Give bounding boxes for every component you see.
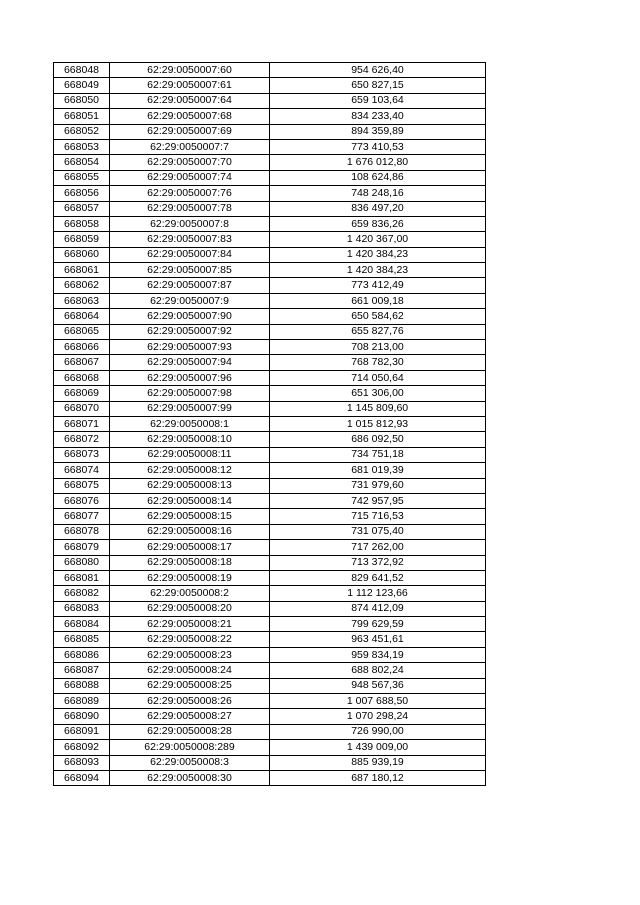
row-number-cell: 668084 (54, 617, 110, 632)
table-row (54, 186, 486, 201)
value-cell: 874 412,09 (270, 601, 486, 616)
cadastral-number-cell: 62:29:0050007:76 (110, 186, 270, 201)
value-cell: 773 412,49 (270, 278, 486, 293)
row-number-cell: 668048 (54, 63, 110, 78)
table-row (54, 232, 486, 247)
row-number-cell: 668074 (54, 463, 110, 478)
row-number-cell: 668067 (54, 355, 110, 370)
table-row (54, 540, 486, 555)
row-number-cell: 668091 (54, 724, 110, 739)
cadastral-number-cell: 62:29:0050008:289 (110, 740, 270, 755)
value-cell: 799 629,59 (270, 617, 486, 632)
table-row (54, 709, 486, 724)
cadastral-number-cell: 62:29:0050008:27 (110, 709, 270, 724)
value-cell: 748 248,16 (270, 186, 486, 201)
cadastral-number-cell: 62:29:0050007:8 (110, 216, 270, 231)
value-cell: 1 015 812,93 (270, 416, 486, 431)
row-number-cell: 668057 (54, 201, 110, 216)
table-row (54, 216, 486, 231)
table-row (54, 293, 486, 308)
cadastral-number-cell: 62:29:0050007:74 (110, 170, 270, 185)
cadastral-number-cell: 62:29:0050007:87 (110, 278, 270, 293)
row-number-cell: 668088 (54, 678, 110, 693)
value-cell: 773 410,53 (270, 139, 486, 154)
row-number-cell: 668059 (54, 232, 110, 247)
row-number-cell: 668082 (54, 586, 110, 601)
table-row (54, 509, 486, 524)
table-row (54, 370, 486, 385)
value-cell: 714 050,64 (270, 370, 486, 385)
cadastral-number-cell: 62:29:0050008:20 (110, 601, 270, 616)
table-row (54, 355, 486, 370)
table-row (54, 201, 486, 216)
row-number-cell: 668069 (54, 386, 110, 401)
cadastral-number-cell: 62:29:0050008:3 (110, 755, 270, 770)
value-cell: 836 497,20 (270, 201, 486, 216)
cadastral-number-cell: 62:29:0050008:25 (110, 678, 270, 693)
value-cell: 687 180,12 (270, 770, 486, 785)
table-row (54, 340, 486, 355)
row-number-cell: 668052 (54, 124, 110, 139)
table-row (54, 586, 486, 601)
table-row (54, 740, 486, 755)
cadastral-number-cell: 62:29:0050007:78 (110, 201, 270, 216)
value-cell: 834 233,40 (270, 109, 486, 124)
value-cell: 681 019,39 (270, 463, 486, 478)
cadastral-number-cell: 62:29:0050008:23 (110, 647, 270, 662)
row-number-cell: 668066 (54, 340, 110, 355)
row-number-cell: 668068 (54, 370, 110, 385)
cadastral-number-cell: 62:29:0050007:94 (110, 355, 270, 370)
value-cell: 686 092,50 (270, 432, 486, 447)
table-row (54, 124, 486, 139)
value-cell: 768 782,30 (270, 355, 486, 370)
row-number-cell: 668079 (54, 540, 110, 555)
table-row (54, 93, 486, 108)
row-number-cell: 668056 (54, 186, 110, 201)
value-cell: 659 836,26 (270, 216, 486, 231)
row-number-cell: 668076 (54, 493, 110, 508)
cadastral-number-cell: 62:29:0050007:96 (110, 370, 270, 385)
table-row (54, 139, 486, 154)
cadastral-number-cell: 62:29:0050007:7 (110, 139, 270, 154)
cadastral-number-cell: 62:29:0050007:93 (110, 340, 270, 355)
table-body (54, 63, 486, 786)
value-cell: 954 626,40 (270, 63, 486, 78)
table-row (54, 401, 486, 416)
row-number-cell: 668058 (54, 216, 110, 231)
table-row (54, 463, 486, 478)
table-row (54, 694, 486, 709)
value-cell: 1 145 809,60 (270, 401, 486, 416)
cadastral-number-cell: 62:29:0050007:84 (110, 247, 270, 262)
table-row (54, 678, 486, 693)
table-row (54, 309, 486, 324)
row-number-cell: 668051 (54, 109, 110, 124)
value-cell: 650 584,62 (270, 309, 486, 324)
table-row (54, 386, 486, 401)
value-cell: 726 990,00 (270, 724, 486, 739)
table-row (54, 524, 486, 539)
value-cell: 650 827,15 (270, 78, 486, 93)
row-number-cell: 668054 (54, 155, 110, 170)
row-number-cell: 668081 (54, 570, 110, 585)
cadastral-number-cell: 62:29:0050007:99 (110, 401, 270, 416)
cadastral-number-cell: 62:29:0050007:90 (110, 309, 270, 324)
cadastral-number-cell: 62:29:0050007:70 (110, 155, 270, 170)
row-number-cell: 668050 (54, 93, 110, 108)
cadastral-number-cell: 62:29:0050008:22 (110, 632, 270, 647)
table-row (54, 755, 486, 770)
value-cell: 661 009,18 (270, 293, 486, 308)
table-row (54, 263, 486, 278)
value-cell: 731 979,60 (270, 478, 486, 493)
row-number-cell: 668073 (54, 447, 110, 462)
row-number-cell: 668085 (54, 632, 110, 647)
value-cell: 1 070 298,24 (270, 709, 486, 724)
value-cell: 1 007 688,50 (270, 694, 486, 709)
row-number-cell: 668061 (54, 263, 110, 278)
row-number-cell: 668053 (54, 139, 110, 154)
value-cell: 829 641,52 (270, 570, 486, 585)
value-cell: 885 939,19 (270, 755, 486, 770)
table-row (54, 632, 486, 647)
cadastral-number-cell: 62:29:0050008:21 (110, 617, 270, 632)
row-number-cell: 668078 (54, 524, 110, 539)
table-row (54, 78, 486, 93)
value-cell: 731 075,40 (270, 524, 486, 539)
cadastral-number-cell: 62:29:0050008:18 (110, 555, 270, 570)
value-cell: 948 567,36 (270, 678, 486, 693)
row-number-cell: 668063 (54, 293, 110, 308)
row-number-cell: 668075 (54, 478, 110, 493)
value-cell: 1 676 012,80 (270, 155, 486, 170)
value-cell: 1 420 367,00 (270, 232, 486, 247)
row-number-cell: 668094 (54, 770, 110, 785)
cadastral-number-cell: 62:29:0050008:2 (110, 586, 270, 601)
cadastral-value-table (53, 62, 486, 786)
table-row (54, 63, 486, 78)
row-number-cell: 668062 (54, 278, 110, 293)
value-cell: 651 306,00 (270, 386, 486, 401)
row-number-cell: 668049 (54, 78, 110, 93)
cadastral-number-cell: 62:29:0050007:60 (110, 63, 270, 78)
row-number-cell: 668087 (54, 663, 110, 678)
table-row (54, 570, 486, 585)
cadastral-number-cell: 62:29:0050007:64 (110, 93, 270, 108)
row-number-cell: 668086 (54, 647, 110, 662)
row-number-cell: 668090 (54, 709, 110, 724)
value-cell: 959 834,19 (270, 647, 486, 662)
row-number-cell: 668080 (54, 555, 110, 570)
value-cell: 715 716,53 (270, 509, 486, 524)
row-number-cell: 668055 (54, 170, 110, 185)
value-cell: 655 827,76 (270, 324, 486, 339)
table-row (54, 555, 486, 570)
cadastral-number-cell: 62:29:0050008:15 (110, 509, 270, 524)
cadastral-number-cell: 62:29:0050007:83 (110, 232, 270, 247)
table-row (54, 601, 486, 616)
cadastral-number-cell: 62:29:0050008:24 (110, 663, 270, 678)
table-row (54, 647, 486, 662)
cadastral-number-cell: 62:29:0050008:12 (110, 463, 270, 478)
table-row (54, 724, 486, 739)
table-row (54, 770, 486, 785)
value-cell: 742 957,95 (270, 493, 486, 508)
cadastral-number-cell: 62:29:0050008:26 (110, 694, 270, 709)
table-row (54, 493, 486, 508)
cadastral-number-cell: 62:29:0050007:9 (110, 293, 270, 308)
value-cell: 713 372,92 (270, 555, 486, 570)
value-cell: 659 103,64 (270, 93, 486, 108)
cadastral-number-cell: 62:29:0050007:98 (110, 386, 270, 401)
table-row (54, 432, 486, 447)
cadastral-number-cell: 62:29:0050007:92 (110, 324, 270, 339)
value-cell: 1 439 009,00 (270, 740, 486, 755)
cadastral-number-cell: 62:29:0050007:69 (110, 124, 270, 139)
cadastral-number-cell: 62:29:0050008:16 (110, 524, 270, 539)
row-number-cell: 668077 (54, 509, 110, 524)
cadastral-number-cell: 62:29:0050008:10 (110, 432, 270, 447)
cadastral-number-cell: 62:29:0050008:19 (110, 570, 270, 585)
value-cell: 963 451,61 (270, 632, 486, 647)
cadastral-number-cell: 62:29:0050007:85 (110, 263, 270, 278)
cadastral-number-cell: 62:29:0050008:13 (110, 478, 270, 493)
value-cell: 734 751,18 (270, 447, 486, 462)
cadastral-number-cell: 62:29:0050007:61 (110, 78, 270, 93)
table-row (54, 416, 486, 431)
table-row (54, 617, 486, 632)
cadastral-number-cell: 62:29:0050008:14 (110, 493, 270, 508)
table-row (54, 278, 486, 293)
cadastral-number-cell: 62:29:0050008:28 (110, 724, 270, 739)
table-row (54, 447, 486, 462)
row-number-cell: 668065 (54, 324, 110, 339)
cadastral-number-cell: 62:29:0050008:11 (110, 447, 270, 462)
value-cell: 688 802,24 (270, 663, 486, 678)
value-cell: 894 359,89 (270, 124, 486, 139)
table-row (54, 109, 486, 124)
row-number-cell: 668071 (54, 416, 110, 431)
row-number-cell: 668089 (54, 694, 110, 709)
table-row (54, 155, 486, 170)
value-cell: 1 420 384,23 (270, 247, 486, 262)
value-cell: 708 213,00 (270, 340, 486, 355)
cadastral-number-cell: 62:29:0050008:17 (110, 540, 270, 555)
row-number-cell: 668092 (54, 740, 110, 755)
table-row (54, 663, 486, 678)
table-row (54, 170, 486, 185)
row-number-cell: 668060 (54, 247, 110, 262)
table-row (54, 478, 486, 493)
value-cell: 1 112 123,66 (270, 586, 486, 601)
value-cell: 1 420 384,23 (270, 263, 486, 278)
value-cell: 108 624,86 (270, 170, 486, 185)
table-row (54, 247, 486, 262)
row-number-cell: 668064 (54, 309, 110, 324)
table-row (54, 324, 486, 339)
cadastral-number-cell: 62:29:0050007:68 (110, 109, 270, 124)
cadastral-number-cell: 62:29:0050008:30 (110, 770, 270, 785)
row-number-cell: 668093 (54, 755, 110, 770)
row-number-cell: 668072 (54, 432, 110, 447)
value-cell: 717 262,00 (270, 540, 486, 555)
row-number-cell: 668070 (54, 401, 110, 416)
row-number-cell: 668083 (54, 601, 110, 616)
cadastral-number-cell: 62:29:0050008:1 (110, 416, 270, 431)
